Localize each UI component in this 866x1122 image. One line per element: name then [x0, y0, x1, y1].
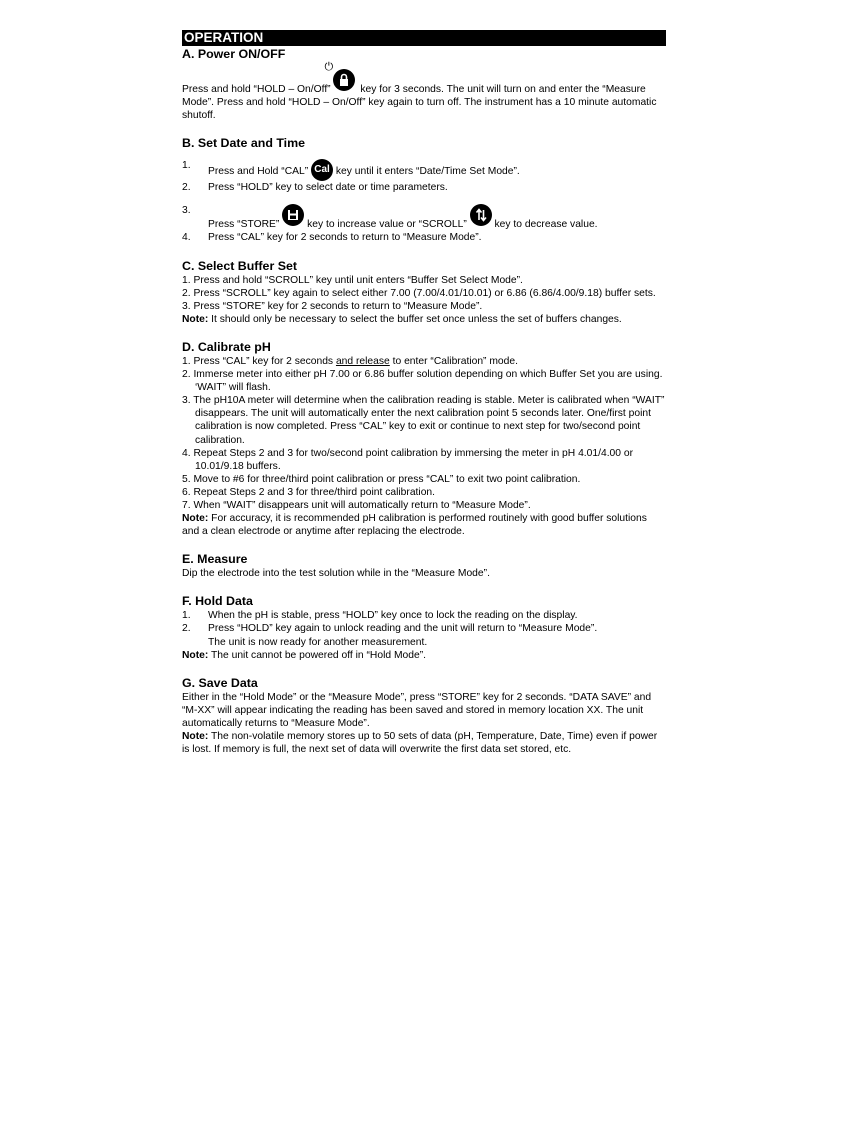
list-item: 7. When “WAIT” disappears unit will automatically return to “Measure Mode”. [182, 499, 531, 511]
list-item: 2. Immerse meter into either pH 7.00 or 6.86 buffer solution depending on which Buffer Set you are using. ‘WAIT” will flash. [182, 369, 663, 394]
paragraph: Dip the electrode into the test solution while in the “Measure Mode”. [182, 568, 490, 580]
list-item: 3. Press “STORE” key to increase value or “SCROLL” key to decrease value. [182, 205, 598, 231]
list-item: 1. Press “CAL” key for 2 seconds and release to enter “Calibration” mode. [182, 355, 518, 367]
section-calibrate [182, 339, 666, 538]
list-item: 3. Press “STORE” key for 2 seconds to return to “Measure Mode”. [182, 300, 483, 312]
note: Note: It should only be necessary to select the buffer set once unless the set of buffers changes. [182, 313, 622, 325]
note: Note: The non-volatile memory stores up to 50 sets of data (pH, Temperature, Date, Time) even if power is lost. If memory is full, the next set of data will overwrite the first data set stored, etc. [182, 731, 658, 756]
section-date-time [182, 135, 666, 244]
list-item: 5. Move to #6 for three/third point calibration or press “CAL” to exit two point calibration. [182, 473, 581, 485]
list-item: 1. When the pH is stable, press “HOLD” key once to lock the reading on the display. [182, 610, 578, 622]
section-power [182, 46, 666, 122]
section-heading: E. Measure [182, 552, 248, 567]
list-item: 3. The pH10A meter will determine when the calibration reading is stable. Meter is calibrated when “WAIT” disappears. The unit will automatically enter the next calibration point 5 seconds later. One/first point calibration is now completed. Press “CAL” key to exit or continue to next step for two/second point calibration. [182, 395, 665, 446]
list-item: 2. Press “HOLD” key again to unlock reading and the unit will return to “Measure Mode”. [182, 623, 598, 635]
section-heading: B. Set Date and Time [182, 136, 306, 151]
list-item: 1. Press and hold “SCROLL” key until unit enters “Buffer Set Select Mode”. [182, 274, 523, 286]
section-banner: OPERATION [182, 30, 666, 46]
list-item: 4. Repeat Steps 2 and 3 for two/second point calibration by immersing the meter in pH 4.01/4.00 or 10.01/9.18 buffers. [182, 447, 634, 472]
section-heading: A. Power ON/OFF [182, 47, 286, 61]
list-item: 2. Press “HOLD” key to select date or time parameters. [182, 182, 448, 194]
list-item: 2. Press “SCROLL” key again to select either 7.00 (7.00/4.01/10.01) or 6.86 (6.86/4.00/9.18) buffer sets. [182, 287, 656, 299]
power-symbol-icon: ⏻ [324, 61, 334, 73]
scroll-key-icon [470, 204, 492, 226]
section-measure [182, 551, 666, 580]
section-save-data [182, 675, 666, 756]
section-heading: G. Save Data [182, 675, 258, 690]
list-item: 1. Press and Hold “CAL” Cal key until it enters “Date/Time Set Mode”. [182, 159, 666, 181]
note: Note: The unit cannot be powered off in “Hold Mode”. [182, 649, 427, 661]
note: Note: For accuracy, it is recommended pH calibration is performed routinely with good buffer solutions and a clean electrode or anytime after replacing the electrode. [182, 513, 647, 538]
store-key-icon [282, 204, 304, 226]
paragraph: Either in the “Hold Mode” or the “Measure Mode”, press “STORE” key for 2 seconds. “DATA SAVE” and “M-XX” will appear indicating the reading has been saved and stored in memory location XX. The unit automatically returns to “Measure Mode”. [182, 691, 652, 729]
list-item: 4. Press “CAL” key for 2 seconds to return to “Measure Mode”. [182, 232, 482, 244]
section-heading: F. Hold Data [182, 594, 253, 609]
power-key-icon [324, 61, 357, 92]
document-page [182, 30, 666, 756]
section-hold-data [182, 593, 666, 661]
list-item: 6. Repeat Steps 2 and 3 for three/third point calibration. [182, 486, 436, 498]
section-heading: D. Calibrate pH [182, 339, 271, 354]
section-buffer-set [182, 258, 666, 326]
lock-icon [333, 69, 355, 91]
section-heading: C. Select Buffer Set [182, 258, 297, 273]
list-item-continuation: The unit is now ready for another measurement. [208, 636, 428, 648]
paragraph: Press and hold “HOLD – On/Off” ⏻ key for 3 seconds. The unit will turn on and enter the “Measure Mode”. Press and hold “HOLD – On/Off” key again to turn off. The instrument has a 10 minute automatic shutoff. [182, 61, 657, 122]
cal-key-icon: Cal [311, 159, 333, 181]
